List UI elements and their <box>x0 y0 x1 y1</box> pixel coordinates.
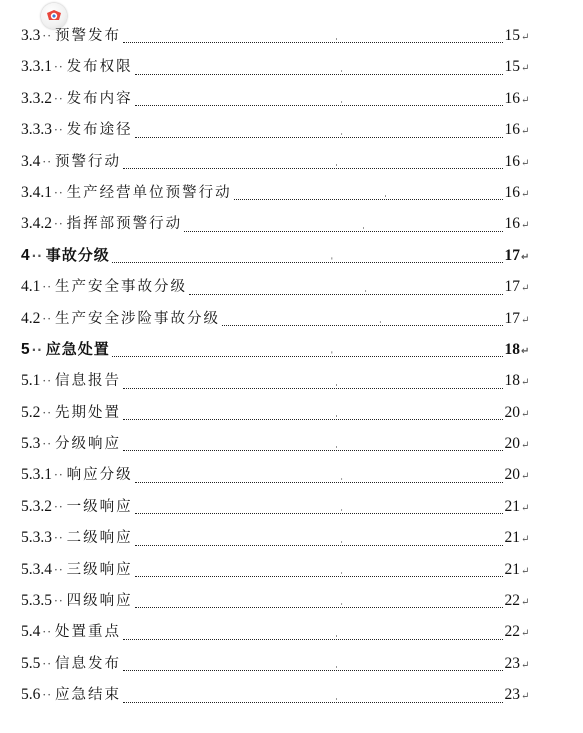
toc-entry-separator: ·· <box>42 374 53 389</box>
tab-stop-mark: ˌ <box>340 126 343 136</box>
toc-entry-title: 事故分级 <box>45 245 110 264</box>
tab-stop-mark: ˌ <box>335 628 338 638</box>
paragraph-mark-icon: ↵ <box>521 345 530 357</box>
toc-dot-leader <box>135 566 503 577</box>
toc-entry-number: 5.3 <box>21 435 41 453</box>
toc-entry-title: 发布权限 <box>66 59 133 76</box>
toc-entry-title: 预警发布 <box>55 28 122 44</box>
toc-entry-number: 3.4 <box>21 152 41 170</box>
tab-stop-mark: ˌ <box>340 534 343 544</box>
toc-entry-number: 5.2 <box>21 403 41 421</box>
toc-entry-title: 三级响应 <box>66 561 133 578</box>
toc-entry-page-number: 22 <box>504 623 520 641</box>
paragraph-mark-icon: ↵ <box>521 63 530 75</box>
toc-entry-number: 5.3.4 <box>21 560 52 578</box>
toc-entry-page-number: 15 <box>504 27 520 44</box>
paragraph-mark-icon: ↵ <box>521 408 530 420</box>
toc-entry[interactable] <box>21 365 531 396</box>
tab-stop-mark: ˌ <box>340 503 343 513</box>
tab-stop-mark: ˌ <box>335 377 338 387</box>
toc-entry[interactable] <box>21 616 531 647</box>
toc-entry-separator: ·· <box>54 123 64 138</box>
toc-dot-leader <box>135 471 503 483</box>
toc-entry-number: 3.4.2 <box>21 215 52 233</box>
toc-entry[interactable] <box>21 177 531 208</box>
toc-entry[interactable] <box>21 146 531 177</box>
tab-stop-mark: ˌ <box>340 63 343 73</box>
toc-entry-number: 5.3.2 <box>21 497 52 515</box>
toc-entry[interactable] <box>21 554 531 585</box>
toc-entry-separator: ·· <box>54 185 64 200</box>
toc-dot-leader <box>135 534 503 546</box>
paragraph-mark-icon: ↵ <box>521 157 530 169</box>
toc-entry-separator: ·· <box>42 311 53 326</box>
toc-entry-title: 预警行动 <box>55 153 122 170</box>
toc-entry-separator: ·· <box>42 625 53 640</box>
toc-dot-leader <box>123 691 502 703</box>
toc-entry[interactable] <box>21 240 531 271</box>
paragraph-mark-icon: ↵ <box>521 440 530 452</box>
toc-entry-title: 生产安全涉险事故分级 <box>55 310 221 327</box>
toc-entry-title: 分级响应 <box>55 436 122 453</box>
toc-entry-separator: ·· <box>54 594 64 609</box>
toc-entry-separator: ·· <box>42 405 53 420</box>
toc-entry-title: 响应分级 <box>66 467 133 484</box>
toc-entry-number: 5.6 <box>21 686 41 704</box>
toc-entry-page-number: 16 <box>504 215 520 233</box>
toc-entry-number: 4 <box>21 246 30 264</box>
toc-entry-page-number: 16 <box>504 89 520 107</box>
toc-entry-separator: ·· <box>54 562 64 577</box>
toc-entry-number: 4.1 <box>21 278 41 296</box>
paragraph-mark-icon: ↵ <box>521 377 530 389</box>
toc-dot-leader <box>123 409 502 420</box>
toc-entry-page-number: 23 <box>504 686 520 704</box>
toc-entry-title: 信息报告 <box>55 373 122 390</box>
toc-entry-page-number: 18 <box>504 340 520 358</box>
toc-entry-separator: ·· <box>31 342 43 357</box>
toc-entry-page-number: 20 <box>504 403 520 421</box>
toc-entry-number: 5.4 <box>21 623 41 641</box>
tab-stop-mark: ˌ <box>335 440 338 450</box>
toc-entry-page-number: 16 <box>504 183 520 201</box>
tab-stop-mark: ˌ <box>330 252 334 262</box>
paragraph-mark-icon: ↵ <box>521 502 530 514</box>
toc-entry-number: 5.1 <box>21 372 41 390</box>
toc-entry-separator: ·· <box>42 656 53 671</box>
toc-entry-number: 3.3.2 <box>21 89 52 107</box>
tab-stop-mark: ˌ <box>335 32 338 42</box>
toc-entry-separator: ·· <box>54 531 64 546</box>
toc-dot-leader <box>189 283 502 295</box>
toc-entry-title: 一级响应 <box>66 498 133 515</box>
toc-entry-title: 发布途径 <box>66 122 133 139</box>
toc-dot-leader <box>123 32 502 43</box>
toc-entry-page-number: 17 <box>504 246 520 264</box>
paragraph-mark-icon: ↵ <box>521 534 530 546</box>
toc-entry-page-number: 17 <box>504 309 520 327</box>
toc-entry-number: 5.3.3 <box>21 529 52 547</box>
toc-entry[interactable] <box>21 303 531 334</box>
toc-entry-title: 信息发布 <box>55 655 122 672</box>
tab-stop-mark: ˌ <box>335 409 338 419</box>
toc-entry-number: 3.3 <box>21 27 41 44</box>
toc-entry-number: 3.3.3 <box>21 121 52 139</box>
toc-entry-page-number: 21 <box>504 529 520 547</box>
toc-dot-leader <box>112 252 503 263</box>
toc-entry-separator: ·· <box>54 468 64 483</box>
tab-stop-mark: ˌ <box>379 314 382 324</box>
toc-entry-title: 四级响应 <box>66 593 133 610</box>
toc-entry-page-number: 20 <box>504 435 520 453</box>
toc-dot-leader <box>135 126 503 138</box>
table-of-contents <box>21 20 531 711</box>
toc-entry[interactable] <box>21 51 531 82</box>
toc-entry-separator: ·· <box>42 154 53 169</box>
toc-entry[interactable] <box>21 397 531 428</box>
toc-entry-page-number: 16 <box>504 121 520 139</box>
toc-entry-number: 5.3.5 <box>21 592 52 610</box>
paragraph-mark-icon: ↵ <box>521 32 530 43</box>
toc-entry-page-number: 22 <box>504 592 520 610</box>
tab-stop-mark: ˌ <box>340 566 343 576</box>
tab-stop-mark: ˌ <box>335 691 338 701</box>
toc-entry[interactable] <box>21 271 531 302</box>
toc-dot-leader <box>123 660 502 671</box>
toc-entry[interactable] <box>21 334 531 365</box>
paragraph-mark-icon: ↵ <box>521 565 530 577</box>
toc-entry[interactable] <box>21 83 531 114</box>
paragraph-mark-icon: ↵ <box>521 188 530 200</box>
paragraph-mark-icon: ↵ <box>521 691 530 703</box>
toc-entry[interactable] <box>21 208 531 239</box>
toc-dot-leader <box>135 95 503 106</box>
paragraph-mark-icon: ↵ <box>521 126 530 138</box>
toc-dot-leader <box>135 63 503 75</box>
paragraph-mark-icon: ↵ <box>521 94 530 106</box>
toc-entry-page-number: 23 <box>504 654 520 672</box>
tab-stop-mark: ˌ <box>340 597 343 607</box>
paragraph-mark-icon: ↵ <box>521 628 530 640</box>
tab-stop-mark: ˌ <box>340 95 343 105</box>
toc-entry-separator: ·· <box>54 91 64 106</box>
toc-entry[interactable] <box>21 648 531 679</box>
toc-entry-page-number: 21 <box>504 560 520 578</box>
tab-stop-mark: ˌ <box>364 283 367 293</box>
toc-dot-leader <box>135 503 503 514</box>
toc-entry-page-number: 15 <box>504 58 520 76</box>
toc-entry-number: 3.4.1 <box>21 183 52 201</box>
tab-stop-mark: ˌ <box>330 346 334 356</box>
toc-entry-separator: ·· <box>42 280 53 295</box>
toc-entry-separator: ·· <box>31 248 43 263</box>
toc-entry-number: 3.3.1 <box>21 58 52 76</box>
toc-dot-leader <box>222 314 502 326</box>
paragraph-mark-icon: ↵ <box>521 314 530 326</box>
toc-entry-separator: ·· <box>54 217 64 232</box>
tab-stop-mark: ˌ <box>335 157 338 167</box>
paragraph-mark-icon: ↵ <box>521 471 530 483</box>
toc-entry[interactable] <box>21 428 531 459</box>
paragraph-mark-icon: ↵ <box>521 251 530 263</box>
toc-entry-separator: ·· <box>42 29 53 43</box>
toc-dot-leader <box>184 220 502 232</box>
toc-entry-number: 5 <box>21 340 30 358</box>
toc-entry-separator: ·· <box>42 688 53 703</box>
toc-entry-separator: ·· <box>42 437 53 452</box>
toc-dot-leader <box>123 440 502 451</box>
tab-stop-mark: ˌ <box>335 660 338 670</box>
toc-entry-title: 生产经营单位预警行动 <box>66 184 232 201</box>
toc-entry[interactable] <box>21 459 531 490</box>
toc-dot-leader <box>123 157 502 169</box>
toc-entry-page-number: 18 <box>504 372 520 390</box>
toc-entry-page-number: 16 <box>504 152 520 170</box>
toc-entry-page-number: 20 <box>504 466 520 484</box>
tab-stop-mark: ˌ <box>384 189 387 199</box>
toc-entry-title: 二级响应 <box>66 530 133 547</box>
toc-dot-leader <box>123 377 502 389</box>
toc-entry-title: 先期处置 <box>55 404 122 421</box>
toc-entry[interactable] <box>21 114 531 145</box>
paragraph-mark-icon: ↵ <box>521 283 530 295</box>
toc-entry-title: 应急结束 <box>55 687 122 704</box>
toc-dot-leader <box>112 346 503 357</box>
toc-entry-title: 指挥部预警行动 <box>66 216 183 233</box>
toc-entry[interactable] <box>21 585 531 616</box>
paragraph-mark-icon: ↵ <box>521 597 530 609</box>
paragraph-mark-icon: ↵ <box>521 220 530 232</box>
toc-entry-number: 5.3.1 <box>21 466 52 484</box>
toc-entry-page-number: 21 <box>504 497 520 515</box>
toc-entry-title: 发布内容 <box>66 90 133 107</box>
toc-entry-title: 生产安全事故分级 <box>55 279 188 296</box>
toc-entry-title: 应急处置 <box>45 339 110 358</box>
toc-dot-leader <box>234 189 503 200</box>
toc-entry-page-number: 17 <box>504 278 520 296</box>
paragraph-mark-icon: ↵ <box>521 659 530 671</box>
toc-dot-leader <box>123 628 502 640</box>
toc-entry-number: 5.5 <box>21 654 41 672</box>
toc-entry-number: 4.2 <box>21 309 41 327</box>
toc-entry[interactable] <box>21 522 531 553</box>
toc-entry-title: 处置重点 <box>55 624 122 641</box>
tab-stop-mark: ˌ <box>340 471 343 481</box>
toc-entry-separator: ·· <box>54 60 64 75</box>
tab-stop-mark: ˌ <box>362 220 365 230</box>
toc-entry[interactable] <box>21 679 531 710</box>
toc-entry-separator: ·· <box>54 499 64 514</box>
toc-dot-leader <box>135 597 503 608</box>
toc-entry[interactable] <box>21 20 531 51</box>
toc-entry[interactable] <box>21 491 531 522</box>
